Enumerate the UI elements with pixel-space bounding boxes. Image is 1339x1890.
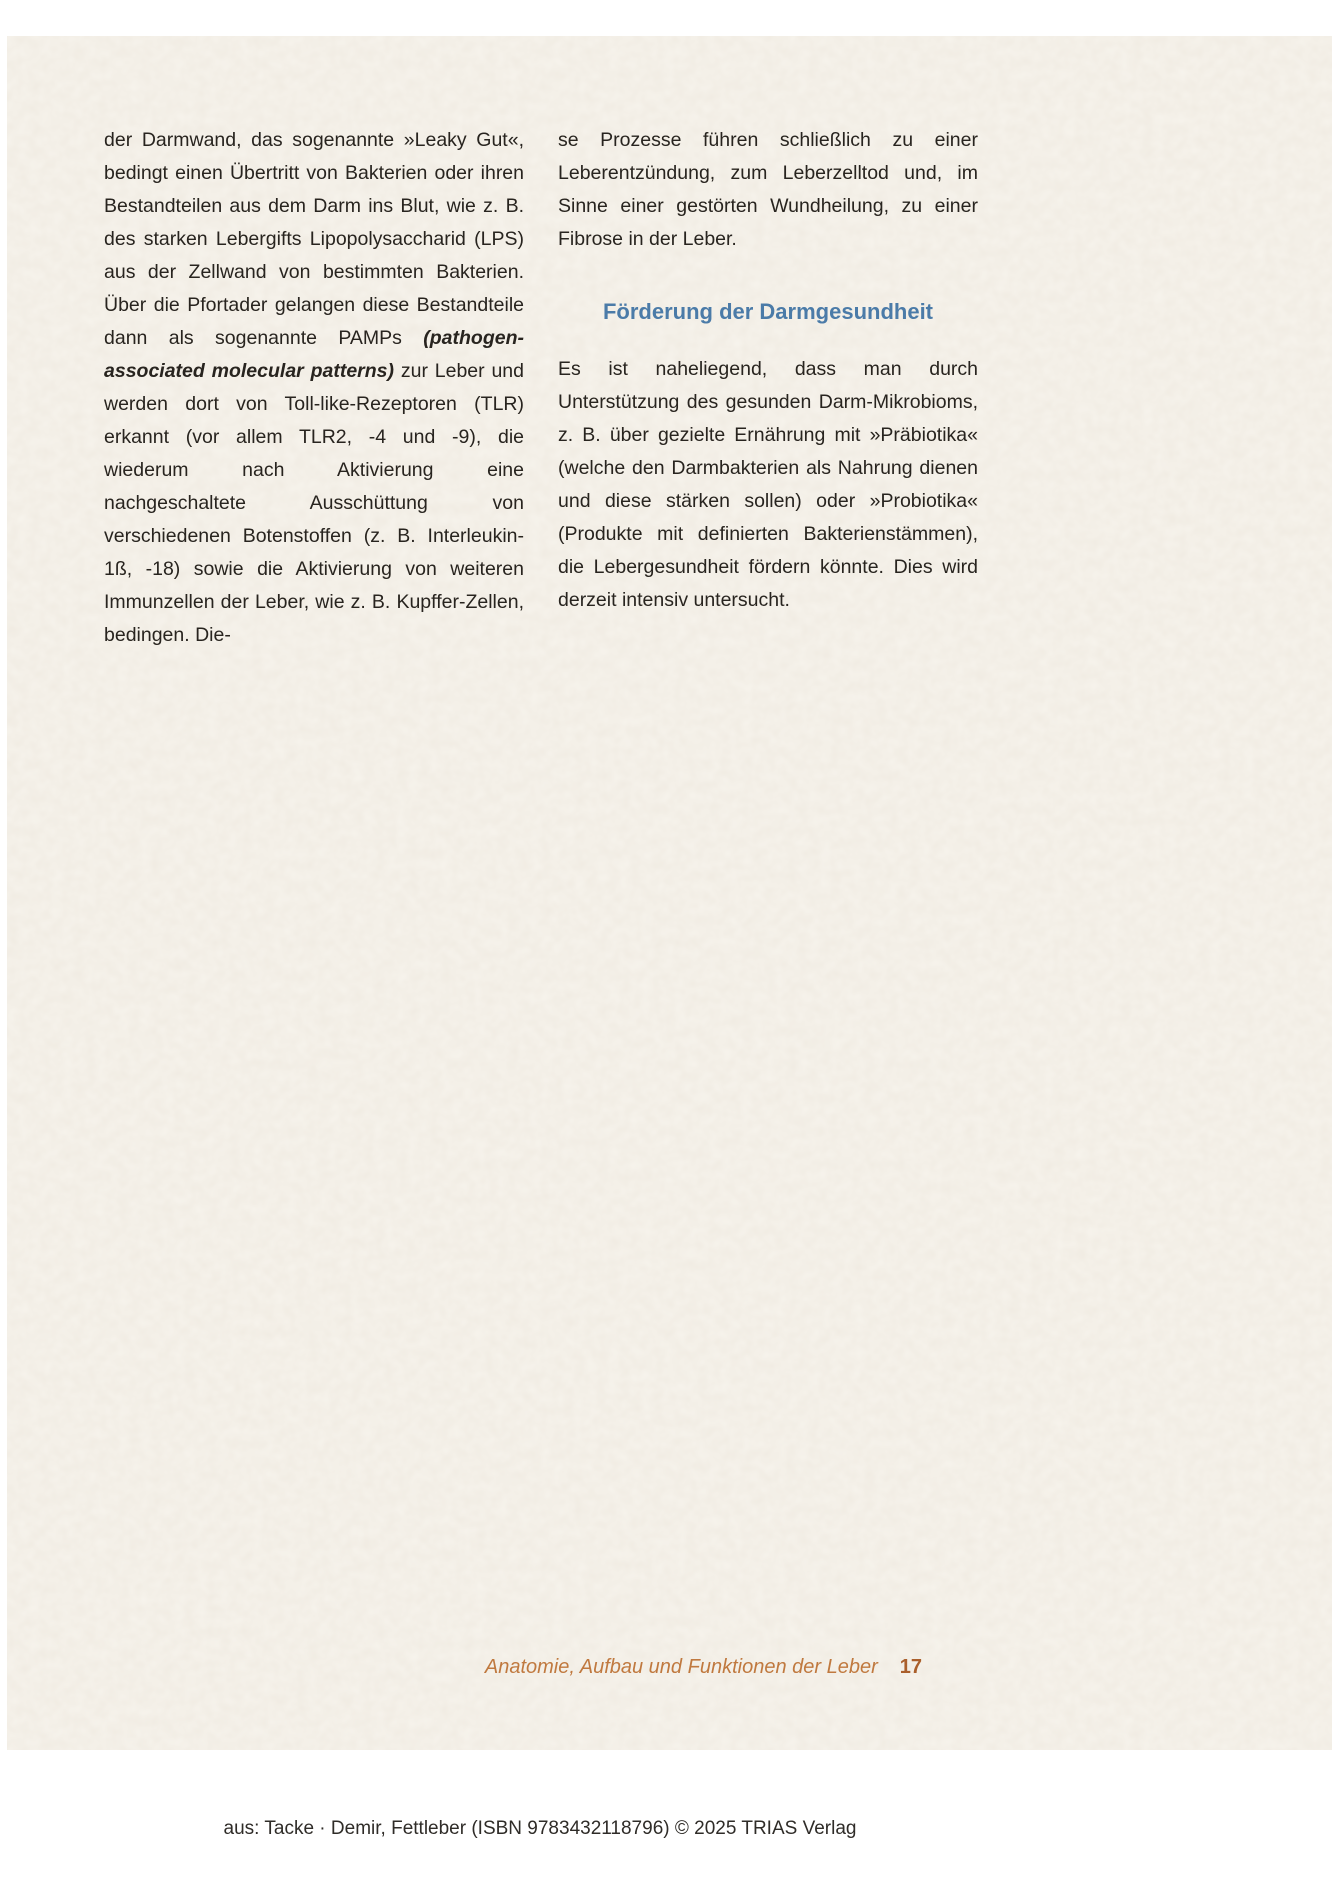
- book-page: [7, 36, 1332, 1750]
- imprint-line: aus: Tacke · Demir, Fettleber (ISBN 9783432118796) © 2025 TRIAS Verlag: [223, 1818, 857, 1839]
- left-paragraph-text-start: der Darmwand, das sogenannte »Leaky Gut«, bedingt einen Übertritt von Bakterien oder ihren Bestandteilen aus dem Darm ins Blut, wie z. B. des starken Lebergifts Lipopolysaccharid (LPS) aus der Zellwand von bestimmten Bakterien. Über die Pfortader gelangen diese Bestandteile dann als sogenannte PAMPs: [104, 129, 524, 349]
- left-paragraph-text-end: zur Leber und werden dort von Toll-like-Rezeptoren (TLR) erkannt (vor allem TLR2, -4 und -9), die wiederum nach Aktivierung eine nachgeschaltete Ausschüttung von verschiedenen Botenstoffen (z. B. Interleukin-1ß, -18) sowie die Aktivierung von weiteren Immunzellen der Leber, wie z. B. Kupffer-Zellen, bedingen. Die-: [104, 360, 524, 646]
- right-column-paragraph-continuation: se Prozesse führen schließlich zu einer Leberentzündung, zum Leberzelltod und, im Sinne einer gestörten Wundheilung, zu einer Fibrose in der Leber.: [558, 129, 978, 250]
- page-content: [7, 36, 1332, 1750]
- section-heading: Förderung der Darmgesundheit: [602, 299, 934, 324]
- running-footer-chapter-title: Anatomie, Aufbau und Funktionen der Leber: [484, 1656, 878, 1678]
- running-footer: [104, 1656, 922, 1679]
- right-column: [558, 124, 978, 617]
- left-column: [104, 124, 524, 652]
- left-paragraph-italic-term: (pathogen-associated molecular patterns): [104, 327, 524, 382]
- right-column-paragraph: Es ist naheliegend, dass man durch Unterstützung des gesunden Darm-Mikrobioms, z. B. über gezielte Ernährung mit »Präbiotika« (welche den Darmbakterien als Nahrung dienen und diese stärken sollen) oder »Probiotika« (Produkte mit definierten Bakterienstämmen), die Lebergesundheit fördern könnte. Dies wird derzeit intensiv untersucht.: [558, 358, 978, 611]
- page-number: 17: [899, 1656, 922, 1678]
- left-column-paragraph: [104, 124, 524, 652]
